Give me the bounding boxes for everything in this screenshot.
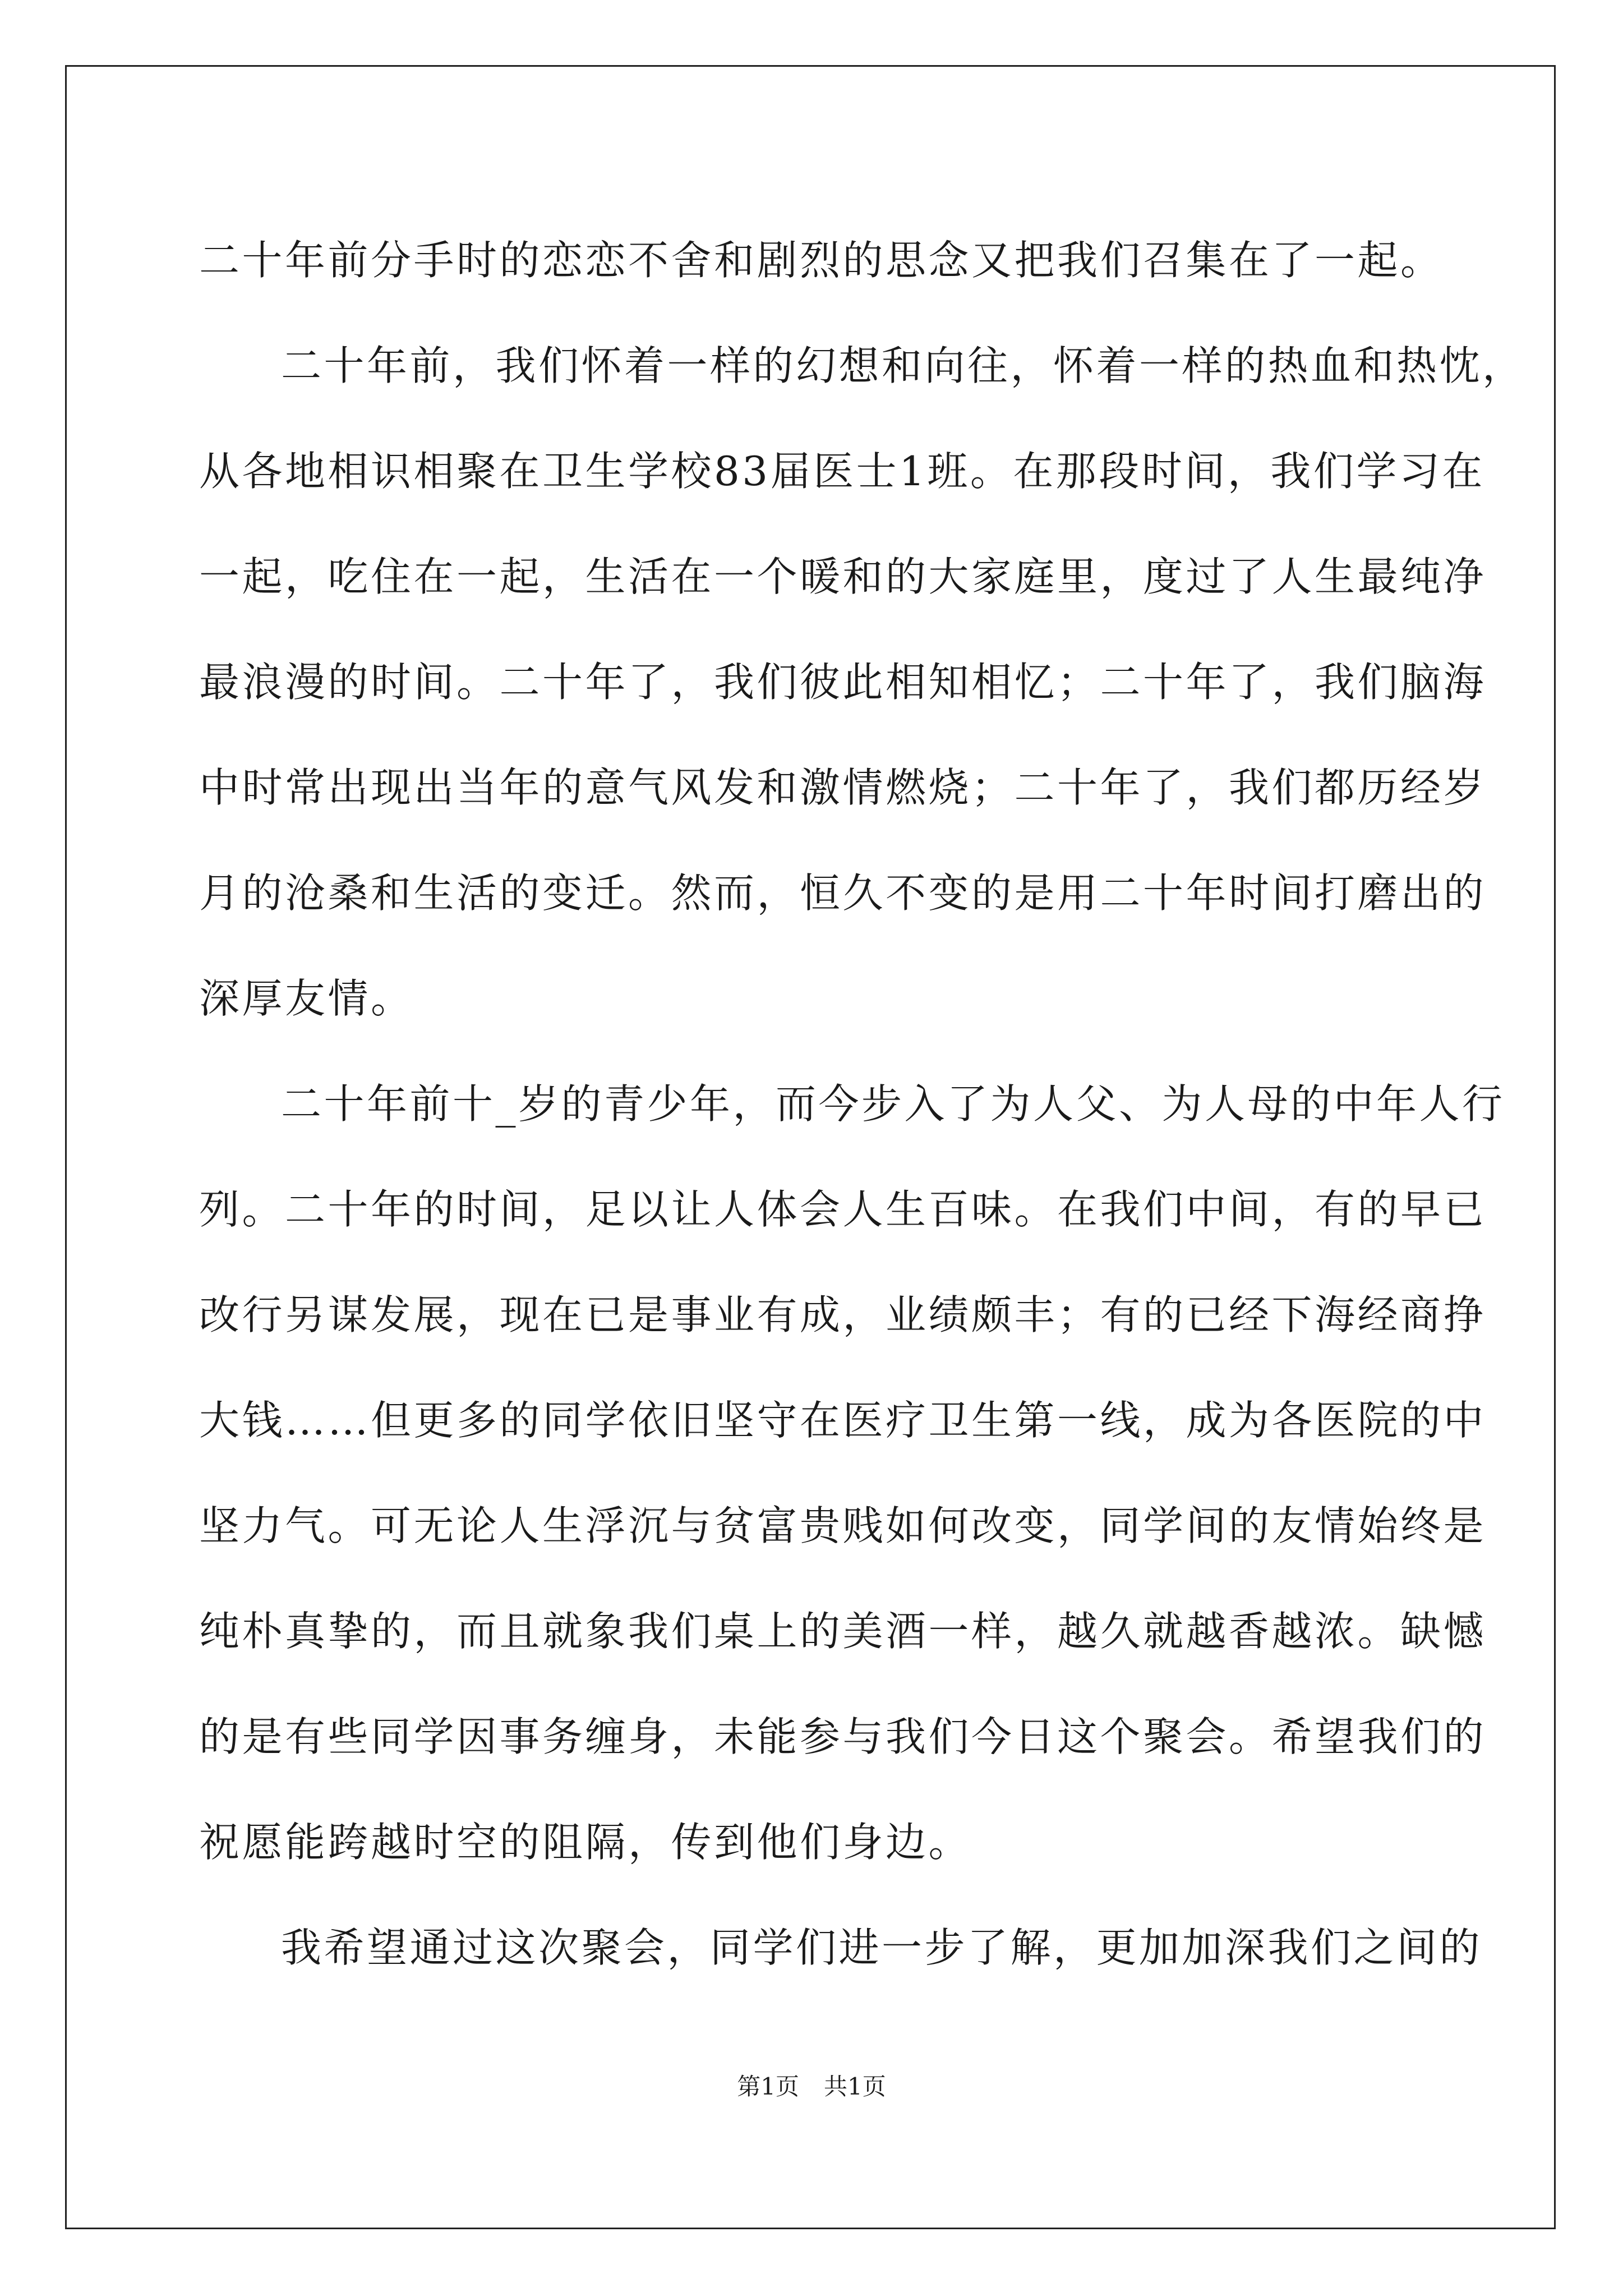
text-line: 坚力气。可无论人生浮沉与贫富贵贱如何改变，同学间的友情始终是 [199,1502,1487,1549]
text-line: 月的沧桑和生活的变迁。然而，恒久不变的是用二十年时间打磨出的 [199,869,1487,917]
page-footer [0,2070,1623,2104]
total-pages-label: 共1页 [824,2073,886,2100]
text-line: 我希望通过这次聚会，同学们进一步了解，更加加深我们之间的 [281,1924,1483,1971]
text-line: 从各地相识相聚在卫生学校83届医士1班。在那段时间，我们学习在 [199,448,1485,495]
text-line: 二十年前十_岁的青少年，而今步入了为人父、为人母的中年人行 [281,1080,1505,1128]
text-line: 二十年前分手时的恋恋不舍和剧烈的思念又把我们召集在了一起。 [199,237,1444,284]
text-line: 最浪漫的时间。二十年了，我们彼此相知相忆；二十年了，我们脑海 [199,659,1487,706]
text-line: 改行另谋发展，现在已是事业有成，业绩颇丰；有的已经下海经商挣 [199,1291,1487,1338]
text-line: 列。二十年的时间，足以让人体会人生百味。在我们中间，有的早已 [199,1186,1487,1233]
text-line: 纯朴真挚的，而且就象我们桌上的美酒一样，越久就越香越浓。缺憾 [199,1608,1487,1655]
text-line: 中时常出现出当年的意气风发和激情燃烧；二十年了，我们都历经岁 [199,764,1487,811]
text-line: 大钱……但更多的同学依旧坚守在医疗卫生第一线，成为各医院的中 [199,1397,1487,1444]
text-line: 深厚友情。 [199,975,414,1022]
text-line: 一起，吃住在一起，生活在一个暖和的大家庭里，度过了人生最纯净 [199,553,1487,600]
page-number-label: 第1页 [737,2073,799,2100]
text-line: 的是有些同学因事务缠身，未能参与我们今日这个聚会。希望我们的 [199,1713,1487,1760]
text-line: 二十年前，我们怀着一样的幻想和向往，怀着一样的热血和热忱， [281,342,1525,389]
text-line: 祝愿能跨越时空的阻隔，传到他们身边。 [199,1819,972,1866]
document-body [199,208,1525,2000]
